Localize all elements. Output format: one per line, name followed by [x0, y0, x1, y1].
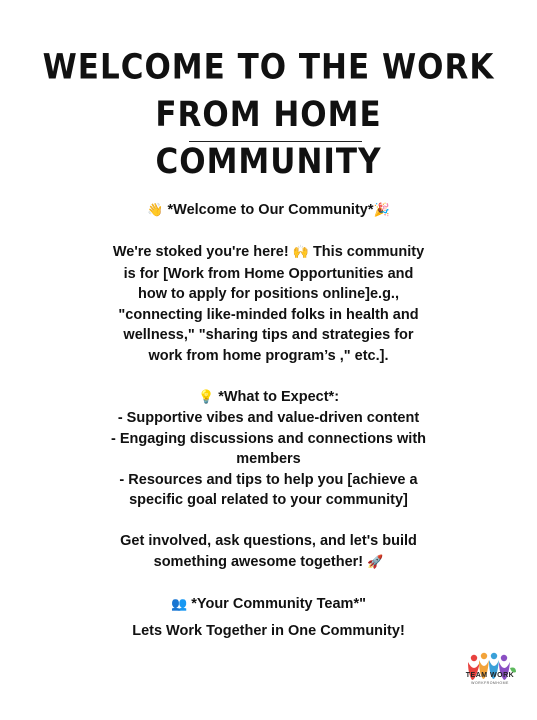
title-line-1: WELCOME TO THE WORK FROM HOME — [42, 47, 495, 135]
title-divider — [189, 141, 362, 142]
logo-figure-head-1 — [471, 655, 477, 661]
lightbulb-icon: 💡 — [197, 389, 215, 405]
expect-line-3: members — [236, 451, 301, 467]
intro-line-6: work from home program’s ," etc.]. — [148, 347, 389, 364]
party-popper-icon: 🎉 — [373, 203, 390, 218]
intro-line-2: is for [Work from Home Opportunities and — [123, 265, 414, 282]
team-heading-line — [0, 594, 537, 616]
cta-line-1: Get involved, ask questions, and let's build — [120, 533, 417, 549]
closing-line: Lets Work Together in One Community! — [132, 623, 405, 639]
waving-hand-icon: 👋 — [147, 203, 164, 218]
logo-name: TEAM WORK — [465, 672, 515, 679]
team-heading: *Your Community Team*" — [191, 595, 366, 612]
intro-line-4: "connecting like-minded folks in health and — [118, 306, 419, 323]
expect-line-5: specific goal related to your community] — [129, 492, 408, 508]
expect-line-1: - Supportive vibes and value-driven content — [117, 410, 420, 426]
logo-figure-head-3 — [491, 653, 497, 659]
community-message — [0, 200, 537, 642]
cta-line-2: something awesome together! 🚀 — [153, 553, 384, 570]
expect-line-4: - Resources and tips to help you [achieve a — [119, 471, 418, 488]
expect-heading: *What to Expect*: — [218, 388, 340, 405]
logo-tagline: WORKFROMHOME — [471, 681, 509, 685]
page-title — [0, 44, 537, 185]
logo-figure-head-4 — [501, 655, 507, 661]
expect-heading-line — [0, 387, 537, 409]
title-line-2: COMMUNITY — [155, 141, 382, 182]
raising-hands-icon: 🙌 — [292, 245, 309, 260]
intro-line-5: wellness," "sharing tips and strategies for — [123, 327, 414, 343]
welcome-heading: *Welcome to Our Community* — [167, 202, 374, 218]
intro-line-1: We're stoked you're here! 🙌 This community — [112, 244, 425, 260]
logo-figure-head-2 — [481, 653, 487, 659]
welcome-heading-line — [0, 200, 537, 222]
rocket-icon: 🚀 — [367, 554, 384, 570]
people-icon: 👥 — [171, 596, 188, 612]
expect-line-2: - Engaging discussions and connections with — [111, 430, 426, 447]
intro-line-3: how to apply for positions online]e.g., — [138, 286, 399, 302]
